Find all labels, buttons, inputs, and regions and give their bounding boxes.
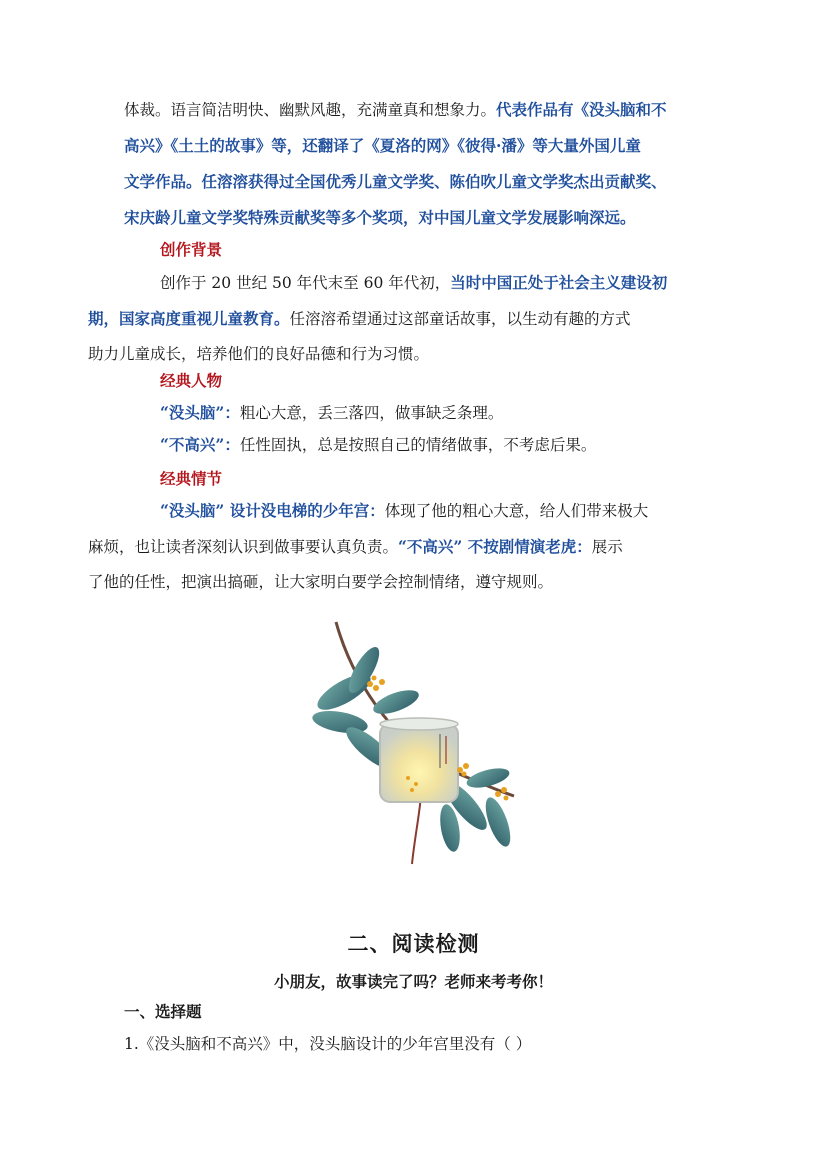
character-item <box>160 434 596 456</box>
intro-paragraph <box>124 92 704 236</box>
background-text: 助力儿童成长，培养他们的良好品德和行为习惯。 <box>88 345 430 363</box>
background-text: 任溶溶希望通过这部童话故事，以生动有趣的方式 <box>289 310 631 328</box>
plot-emphasis: “不高兴” 不按剧情演老虎： <box>398 537 592 556</box>
background-text: 创作于 20 世纪 50 年代末至 60 年代初， <box>160 274 451 292</box>
characters-heading: 经典人物 <box>160 371 223 390</box>
intro-emphasis: 文学作品。任溶溶获得过全国优秀儿童文学奖、陈伯吹儿童文学奖杰出贡献奖、 <box>124 172 667 191</box>
reading-test-title: 二、阅读检测 <box>347 931 480 956</box>
background-emphasis: 当时中国正处于社会主义建设初 <box>450 273 668 292</box>
character-desc: 粗心大意，丢三落四，做事缺乏条理。 <box>239 404 504 422</box>
character-desc: 任性固执，总是按照自己的情绪做事，不考虑后果。 <box>239 436 597 454</box>
intro-text: 体裁。语言简洁明快、幽默风趣，充满童真和想象力。 <box>124 101 497 119</box>
plot-text: 麻烦，也让读者深刻认识到做事要认真负责。 <box>88 538 399 556</box>
plot-emphasis: “没头脑” 设计没电梯的少年宫： <box>160 501 385 520</box>
intro-emphasis: 代表作品有《没头脑和不 <box>496 100 667 119</box>
lantern-with-osmanthus-branch-icon <box>300 618 530 880</box>
plot-text: 了他的任性，把演出搞砸，让大家明白要学会控制情绪，遵守规则。 <box>88 573 554 591</box>
intro-emphasis: 宋庆龄儿童文学奖特殊贡献奖等多个奖项，对中国儿童文学发展影响深远。 <box>124 208 636 227</box>
intro-emphasis: 高兴》《土土的故事》等，还翻译了《夏洛的网》《彼得·潘》等大量外国儿童 <box>124 136 641 155</box>
plot-text: 展示 <box>591 538 623 556</box>
background-paragraph <box>88 265 704 372</box>
section-heading: 一、选择题 <box>124 1003 202 1021</box>
character-name: “不高兴”： <box>160 435 240 454</box>
background-emphasis: 期，国家高度重视儿童教育。 <box>88 309 290 328</box>
plot-text: 体现了他的粗心大意，给人们带来极大 <box>384 502 649 520</box>
character-item <box>160 402 503 424</box>
character-name: “没头脑”： <box>160 403 240 422</box>
plot-heading: 经典情节 <box>160 469 223 488</box>
question-1: 1.《没头脑和不高兴》中，没头脑设计的少年宫里没有（ ） <box>124 1035 532 1053</box>
background-heading: 创作背景 <box>160 240 223 259</box>
reading-test-subtitle: 小朋友，故事读完了吗？老师来考考你！ <box>273 972 553 991</box>
plot-paragraph <box>88 493 704 600</box>
